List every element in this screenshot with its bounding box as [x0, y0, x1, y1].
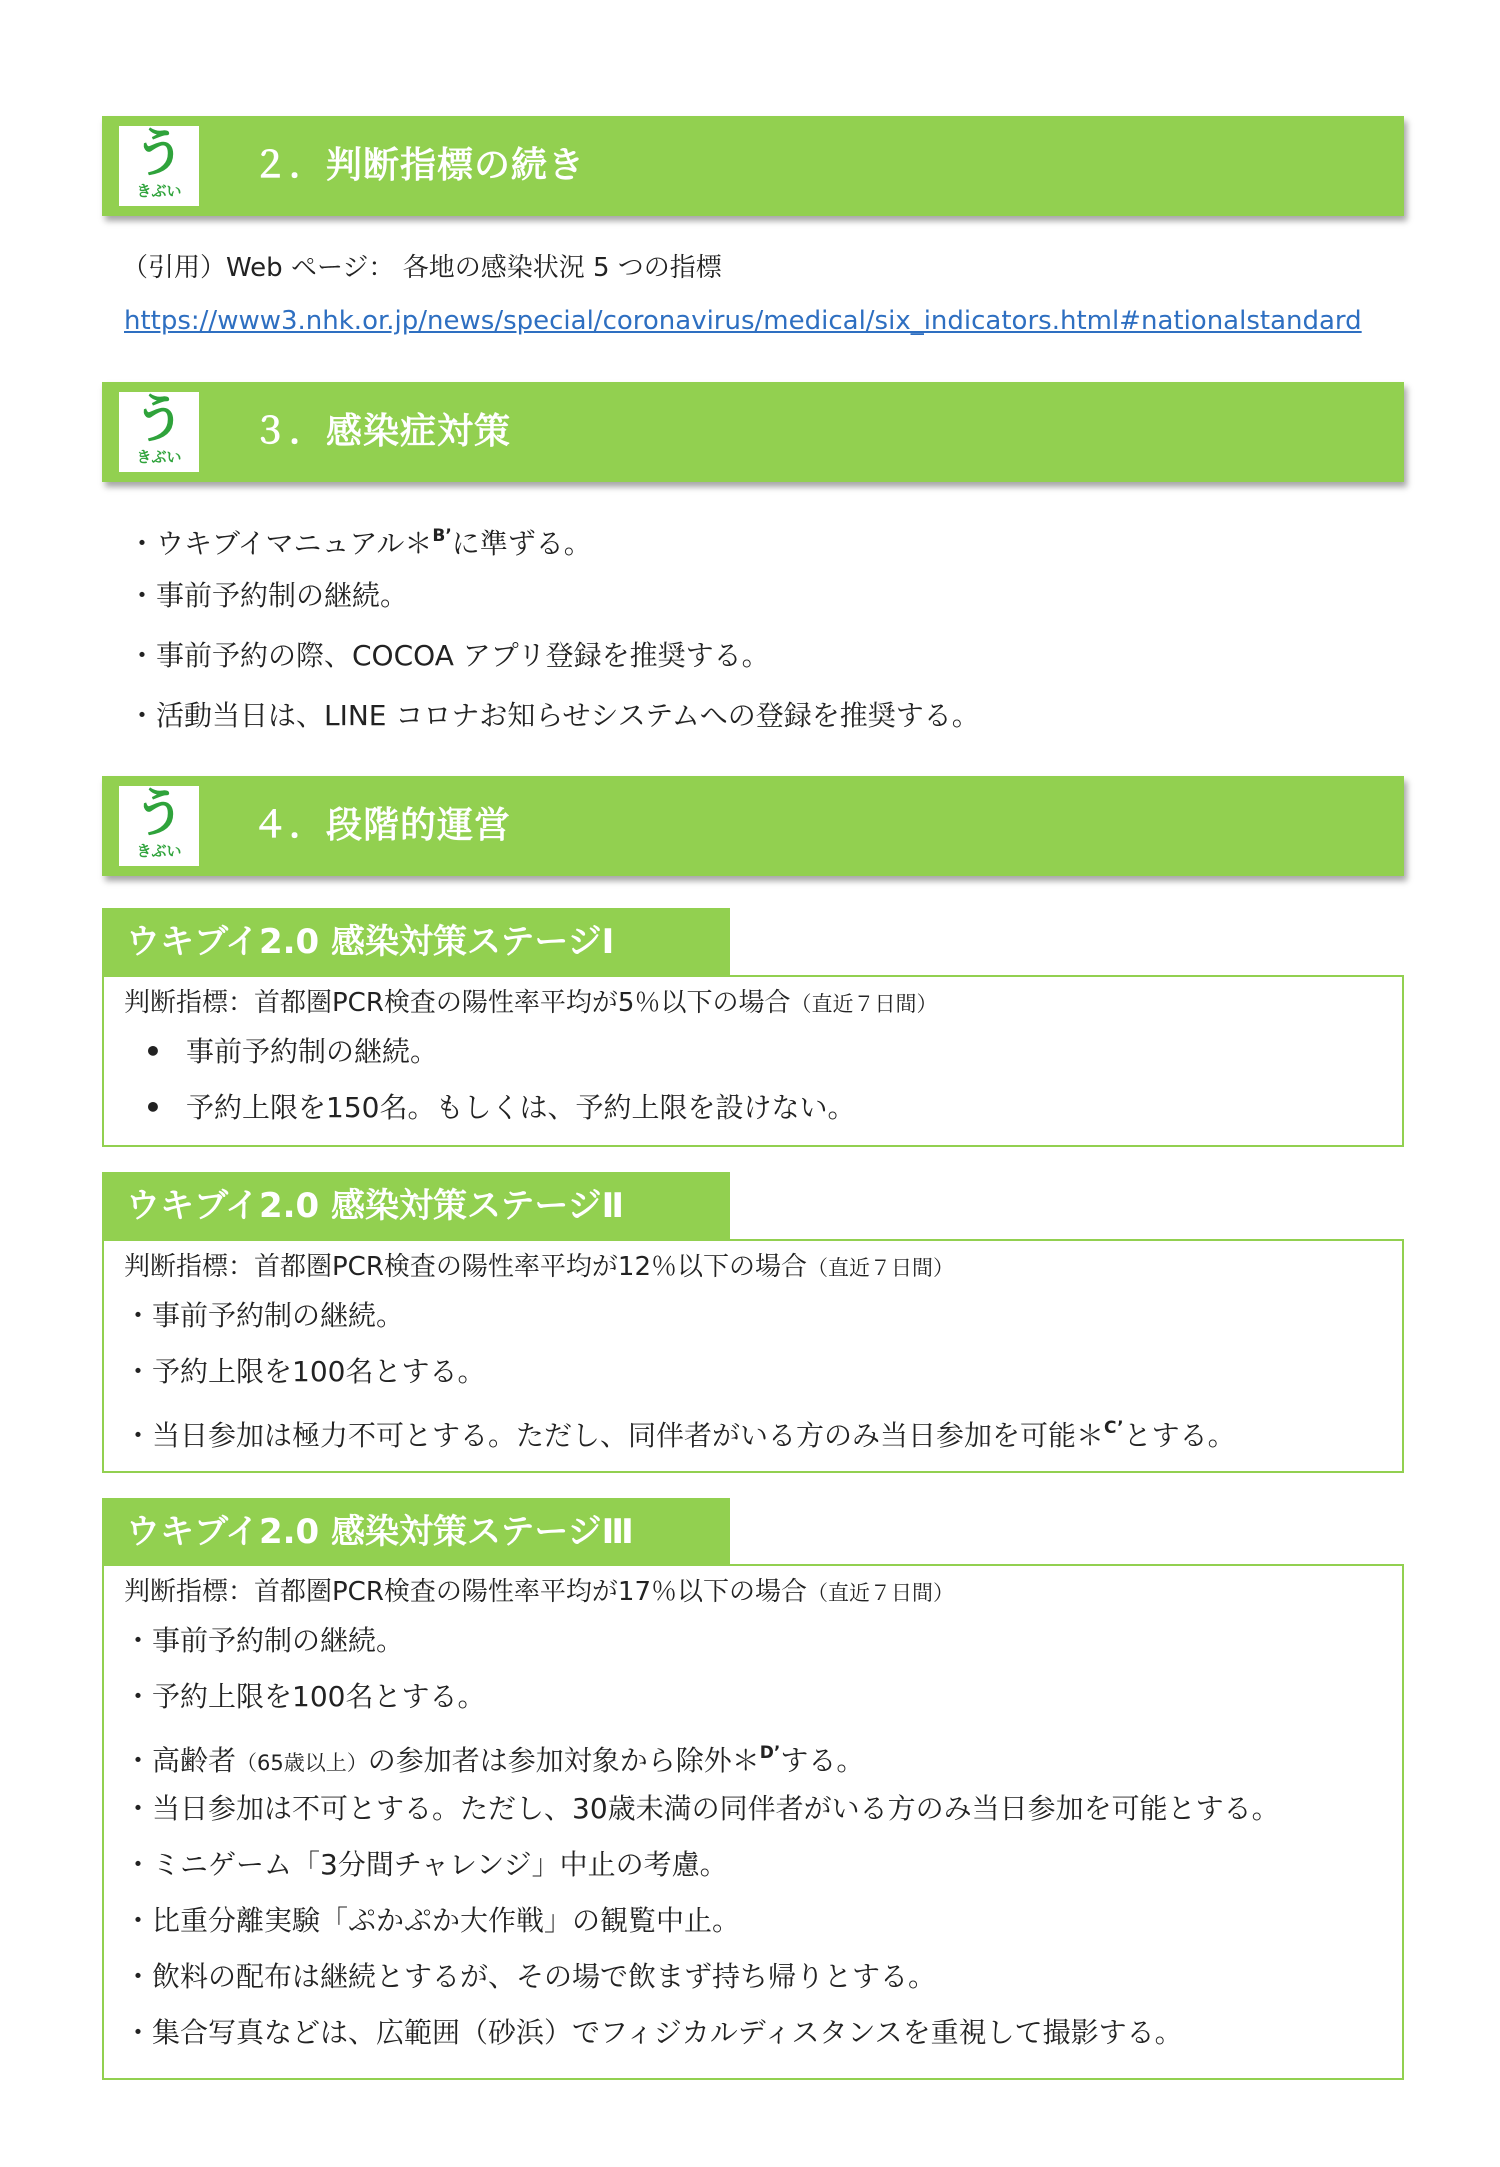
list-item: ・比重分離実験「ぷかぷか大作戦」の観覧中止。	[124, 1904, 741, 1937]
measures-list	[128, 512, 980, 752]
stage-indicator: 判断指標：首都圏PCR検査の陽性率平均が17％以下の場合（直近７日間）	[124, 1577, 954, 1607]
list-item: ・事前予約制の継続。	[124, 1299, 405, 1332]
stage-3-title: ウキブイ2.0 感染対策ステージⅢ	[102, 1498, 730, 1566]
stage-2-title: ウキブイ2.0 感染対策ステージⅡ	[102, 1172, 730, 1240]
list-item: ・飲料の配布は継続とするが、その場で飲まず持ち帰りとする。	[124, 1960, 937, 1993]
section-title: ２．判断指標の続き	[252, 145, 586, 186]
list-item: ・事前予約の際、COCOA アプリ登録を推奨する。	[128, 639, 770, 672]
citation-link[interactable]: https://www3.nhk.or.jp/news/special/coronavirus/medical/six_indicators.html#nationalstandard	[124, 306, 1362, 336]
logo-char: う	[132, 123, 185, 184]
stage-1-box	[102, 975, 1404, 1147]
list-item: • 予約上限を150名。もしくは、予約上限を設けない。	[144, 1091, 856, 1124]
section-banner-4	[102, 776, 1404, 876]
logo-subtext: きぶい	[136, 182, 182, 200]
list-item: • 事前予約制の継続。	[144, 1035, 439, 1068]
ukibui-logo	[119, 123, 199, 206]
stage-2-box	[102, 1239, 1404, 1473]
logo-subtext: きぶい	[136, 842, 182, 860]
citation-text: （引用）Web ページ： 各地の感染状況 5 つの指標	[122, 253, 722, 283]
list-item: ・ウキブイマニュアル＊$^{B’}$に準ずる。	[128, 526, 592, 560]
footnote-mark: D’	[759, 1743, 781, 1763]
stage-3-box	[102, 1564, 1404, 2080]
stage-indicator: 判断指標：首都圏PCR検査の陽性率平均が12％以下の場合（直近７日間）	[124, 1252, 954, 1282]
list-item: ・事前予約制の継続。	[128, 579, 409, 612]
section-banner-3	[102, 382, 1404, 482]
list-item: ・事前予約制の継続。	[124, 1624, 405, 1657]
ukibui-logo	[119, 389, 199, 472]
footnote-mark: B’	[432, 526, 452, 546]
list-item: ・当日参加は極力不可とする。ただし、同伴者がいる方のみ当日参加を可能＊$^{C’}$とする。	[124, 1418, 1236, 1452]
stage-1-title: ウキブイ2.0 感染対策ステージⅠ	[102, 908, 730, 976]
list-item: ・当日参加は不可とする。ただし、30歳未満の同伴者がいる方のみ当日参加を可能とする。	[124, 1792, 1280, 1825]
section-title: ４．段階的運営	[252, 805, 512, 846]
logo-subtext: きぶい	[136, 448, 182, 466]
ukibui-logo	[119, 783, 199, 866]
logo-char: う	[132, 783, 185, 844]
list-item: ・高齢者（65歳以上）の参加者は参加対象から除外＊$^{D’}$する。	[124, 1743, 865, 1777]
list-item: ・ミニゲーム「3分間チャレンジ」中止の考慮。	[124, 1848, 728, 1881]
footnote-mark: C’	[1104, 1418, 1124, 1438]
section-title: ３．感染症対策	[252, 411, 512, 452]
list-item: ・活動当日は、LINE コロナお知らせシステムへの登録を推奨する。	[128, 699, 980, 732]
list-item: ・予約上限を100名とする。	[124, 1680, 486, 1713]
stage-indicator: 判断指標：首都圏PCR検査の陽性率平均が5％以下の場合（直近７日間）	[124, 988, 938, 1018]
list-item: ・集合写真などは、広範囲（砂浜）でフィジカルディスタンスを重視して撮影する。	[124, 2016, 1183, 2049]
list-item: ・予約上限を100名とする。	[124, 1355, 486, 1388]
section-banner-2	[102, 116, 1404, 216]
logo-char: う	[132, 389, 185, 450]
